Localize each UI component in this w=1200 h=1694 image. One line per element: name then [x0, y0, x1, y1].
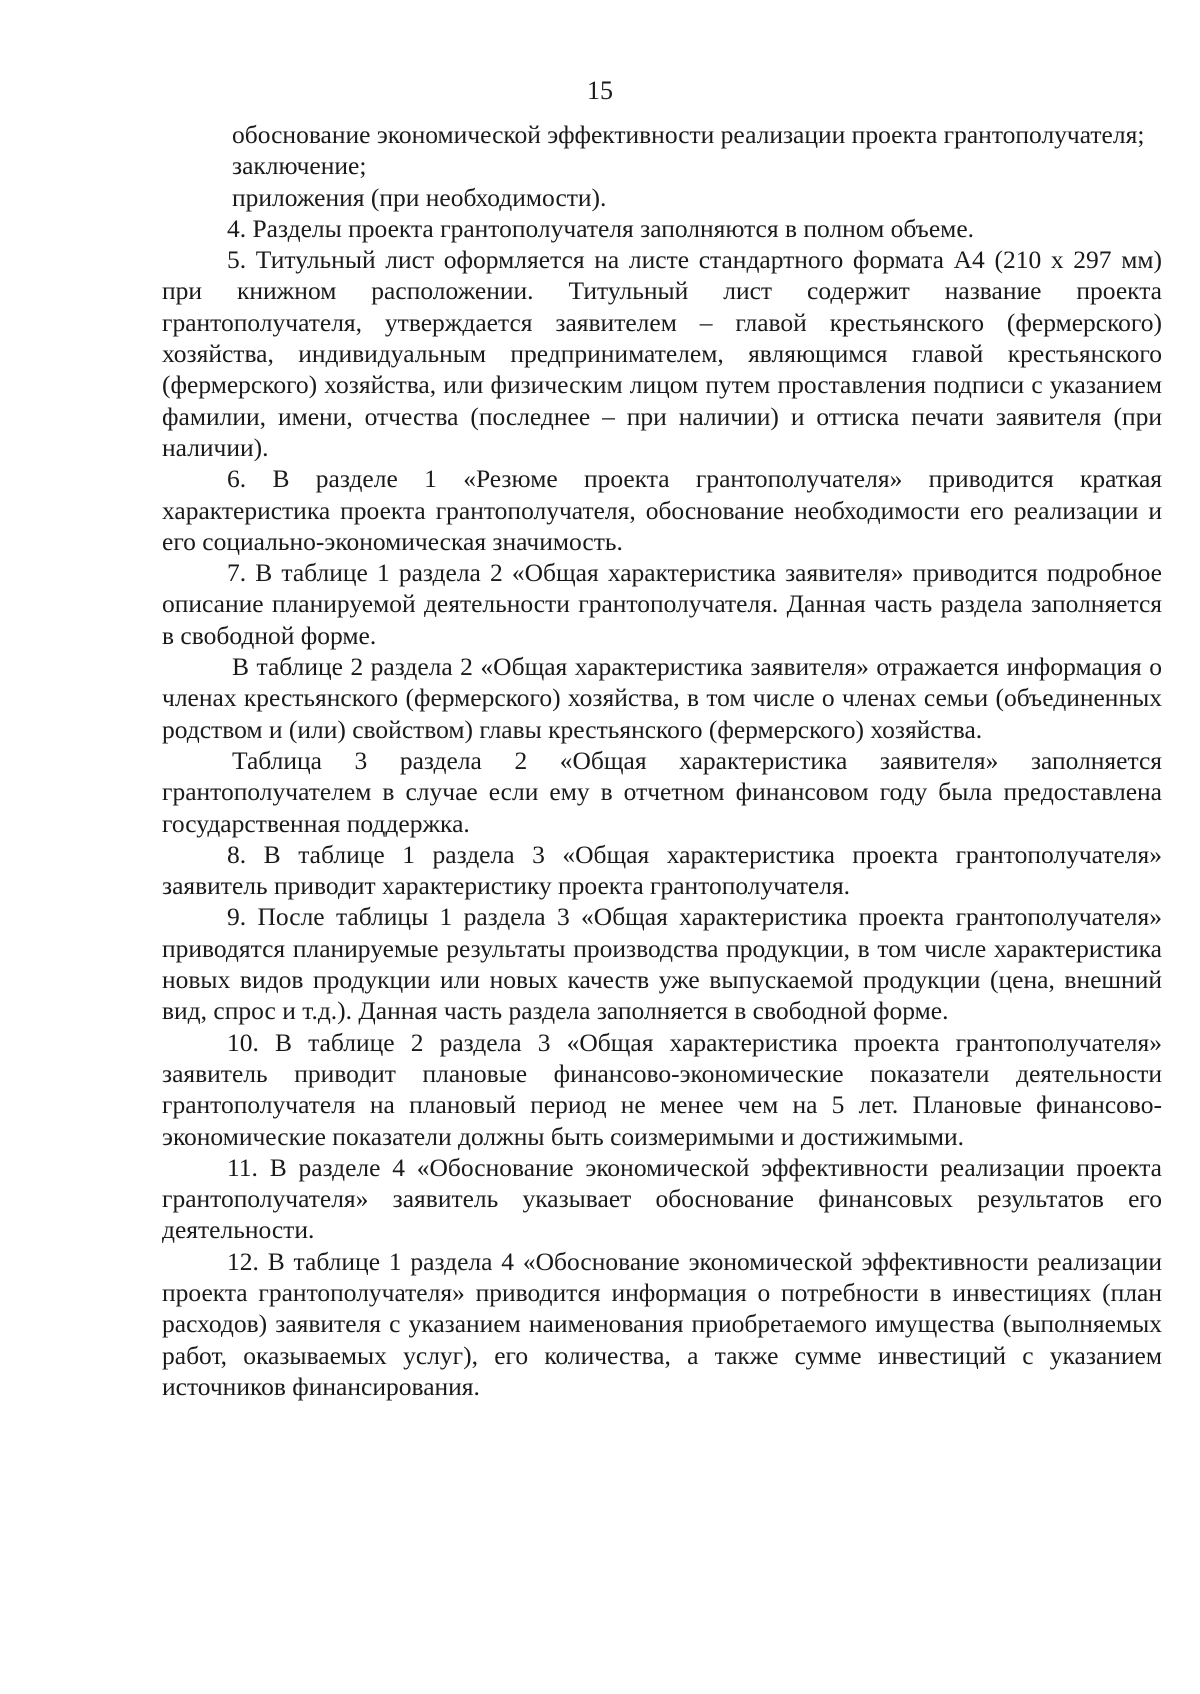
paragraph-8: 8. В таблице 1 раздела 3 «Общая характеристика проекта грантополучателя» заявитель приводит характеристику проекта грантополучателя. — [162, 839, 1162, 901]
paragraph-4: 4. Разделы проекта грантополучателя заполняются в полном объеме. — [227, 213, 975, 243]
paragraph-9: 9. После таблицы 1 раздела 3 «Общая характеристика проекта грантополучателя» приводятся планируемые результаты производства продукции, в том числе характеристика новых видов продукции или новых качеств уже выпускаемой продукции (цена, внешний вид, спрос и т.д.). Данная часть раздела заполняется в свободной форме. — [162, 902, 1162, 1026]
document-body — [162, 119, 1162, 1402]
paragraph-justification-item: обоснование экономической эффективности реализации проекта грантополучателя; — [232, 120, 1145, 149]
paragraph-7-table-2: В таблице 2 раздела 2 «Общая характеристика заявителя» отражается информация о членах крестьянского (фермерского) хозяйства, в том числе о членах семьи (объединенных родством и (или) свойством) главы крестьянского (фермерского) хозяйства. — [162, 652, 1162, 744]
paragraph-10: 10. В таблице 2 раздела 3 «Общая характеристика проекта грантополучателя» заявитель приводит плановые финансово-экономические показатели деятельности грантополучателя на плановый период не менее чем на 5 лет. Плановые финансово-экономические показатели должны быть соизмеримыми и достижимыми. — [162, 1027, 1162, 1151]
paragraph-12: 12. В таблице 1 раздела 4 «Обоснование экономической эффективности реализации проекта грантополучателя» приводится информация о потребности в инвестициях (план расходов) заявителя с указанием наименования приобретаемого имущества (выполняемых работ, оказываемых услуг), его количества, а также сумме инвестиций с указанием источников финансирования. — [162, 1246, 1162, 1401]
page-number: 15 — [587, 76, 613, 105]
paragraph-conclusion-item: заключение; — [232, 151, 367, 181]
paragraph-6: 6. В разделе 1 «Резюме проекта грантополучателя» приводится краткая характеристика проекта грантополучателя, обоснование необходимости его реализации и его социально-экономическая значимость. — [162, 464, 1162, 556]
paragraph-7-table-3: Таблица 3 раздела 2 «Общая характеристика заявителя» заполняется грантополучателем в случае если ему в отчетном финансовом году была предоставлена государственная поддержка. — [162, 745, 1162, 838]
paragraph-appendices-item: приложения (при необходимости). — [232, 182, 607, 212]
paragraph-7: 7. В таблице 1 раздела 2 «Общая характеристика заявителя» приводится подробное описание планируемой деятельности грантополучателя. Данная часть раздела заполняется в свободной форме. — [162, 558, 1162, 650]
paragraph-11: 11. В разделе 4 «Обоснование экономической эффективности реализации проекта грантополучателя» заявитель указывает обоснование финансовых результатов его деятельности. — [162, 1152, 1162, 1245]
paragraph-5: 5. Титульный лист оформляется на листе стандартного формата А4 (210 х 297 мм) при книжном расположении. Титульный лист содержит название проекта грантополучателя, утверждается заявителем – главой крестьянского (фермерского) хозяйства, индивидуальным предпринимателем, являющимся главой крестьянского (фермерского) хозяйства, или физическим лицом путем проставления подписи с указанием фамилии, имени, отчества (последнее – при наличии) и оттиска печати заявителя (при наличии). — [162, 245, 1162, 462]
